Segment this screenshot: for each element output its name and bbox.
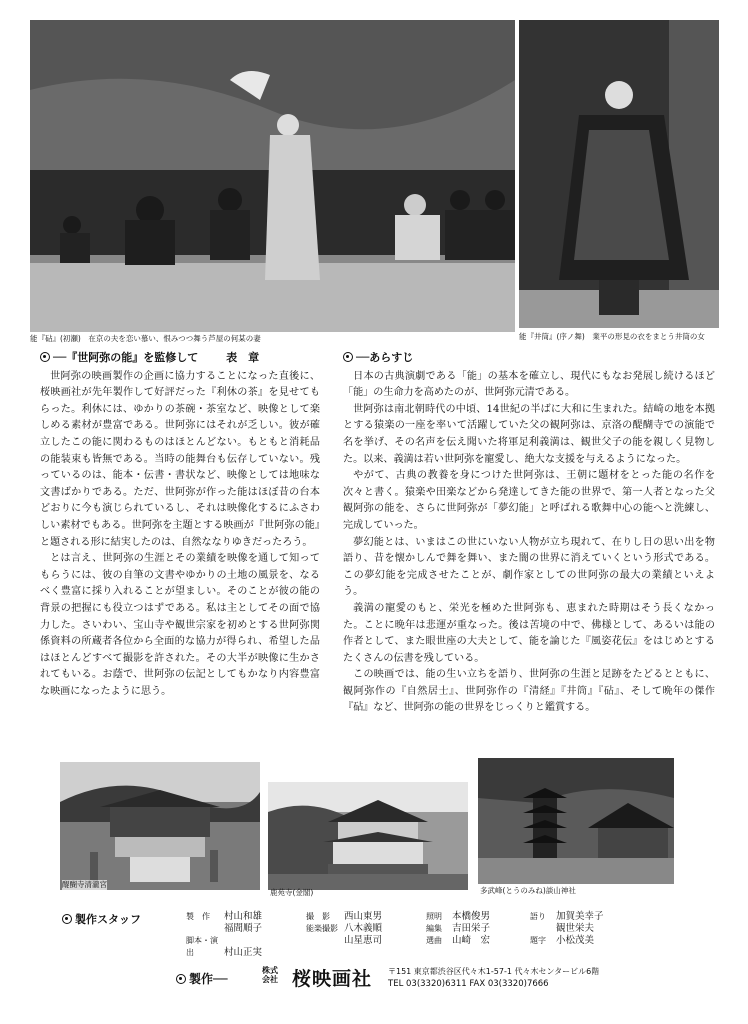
staff-role: 能楽撮影 [306,924,338,933]
daigoji-caption: 醍醐寺清瀧宮 [62,880,107,889]
staff-entry [306,935,416,947]
right-article-heading: ──あらすじ [343,350,715,367]
bullet-icon [176,974,186,984]
staff-role: 題字 [530,936,546,945]
bullet-icon [62,914,72,924]
left-article [40,350,320,700]
staff-entry [186,911,296,923]
right-paragraph: この映画では、能の生い立ちを語り、世阿弥の生涯と足跡をたどるとともに、観阿弥作の『自然居士』、世阿弥作の『清経』『井筒』『砧』、そして晩年の傑作『砧』など、世阿弥の能の世界をじっくりと鑑賞する。 [343,669,715,714]
tonomine-photo [478,758,674,884]
bullet-icon [343,352,353,362]
right-paragraph: やがて、古典の教養を身につけた世阿弥は、王朝に題材をとった能の名作を次々と書く。猿楽や田楽などから発達してきた能の世界で、第一人者となった父観阿弥の能を、さらに世阿弥が「夢幻能」と呼ばれる歌舞中心の能へと洗練し、完成していった。 [343,470,715,531]
company-prefix-bottom: 会社 [262,975,278,984]
right-paragraph: 日本の古典演劇である「能」の基本を確立し、現代にもなお発展し続けるほど「能」の生命力を高めたのが、世阿弥元清である。 [343,370,715,399]
izutsu-image [519,20,719,328]
staff-entry [530,935,650,947]
staff-group-camera [306,911,416,947]
staff-name: 観世栄夫 [556,923,595,934]
staff-role: 編集 [426,924,442,933]
staff-entry [426,911,522,923]
left-paragraph: 世阿弥の映画製作の企画に協力することになった直後に、桜映画社が先年製作して好評だった『利休の茶』を見せてもらった。利休には、ゆかりの茶碗・茶室など、映像として楽しめる素材が豊富である。世阿弥にはそれが乏しい。彼が確立したこの能に関わるものはほとんどない。もともと消耗品の能装束も皆無である。当時の能舞台も伝存していない。残っているのは、能本・伝書・書状など、映像としては地味な文書ばかりである。ただ、世阿弥が作った能はほぼ昔の台本どおりに今も演じられているし、それは映像化するにふさわしい素材でもある。世阿弥を主題とする映画が『世阿弥の能』と題される形に結実したのは、自然ななりゆきだったろう。 [40,370,320,548]
staff-role: 撮 影 [306,912,330,921]
staff-group-narration [530,911,650,947]
company-phone: TEL 03(3320)6311 FAX 03(3320)7666 [388,979,549,989]
staff-name: 村山和雄 [224,911,263,922]
left-paragraph: とは言え、世阿弥の生涯とその業績を映像を通して知ってもらうには、彼の自筆の文書やゆかりの土地の風景を、なるべく豊富に採り入れることが望ましい。そのことが彼の能の背景の把握にも役立つはずである。私は主としてその面で協力した。さいわい、宝山寺や観世宗家を初めとする世阿弥関係資料の所蔵者各位から全面的な協力が得られ、希望した品はほとんどすべて撮影を許された。その大半が映像に生かされてもいる。お蔭で、世阿弥の伝記としてもかなり内容豊富な映画になったように思う。 [40,553,320,697]
staff-name: 小松茂美 [556,935,595,946]
izutsu-photo [519,20,719,328]
main-photo-caption: 能『砧』(初瀬) 在京の夫を恋い慕い、恨みつつ舞う芦屋の何某の妻 [30,334,261,343]
staff-entry [186,935,296,959]
company-name: 桜映画社 [292,968,373,990]
right-paragraph: 夢幻能とは、いまはこの世にいない人物が立ち現れて、在りし日の思い出を物語り、昔を懐かしんで舞を舞い、また闇の世界に消えていくという形式である。この夢幻能を完成させたことが、劇作家としての世阿弥の最大の業績といえよう。 [343,536,715,598]
staff-group-lighting [426,911,522,947]
staff-name: 山星恵司 [344,935,383,946]
staff-name: 八木義順 [344,923,383,934]
staff-role: 脚本・演出 [186,936,218,957]
staff-name: 加賀美幸子 [556,911,604,922]
right-article [343,350,715,717]
noh-stage-photo [30,20,515,332]
staff-title-text: 製作スタッフ [75,913,141,926]
left-heading-title: 『世阿弥の能』を監修して [66,351,199,364]
left-heading-author: 表 章 [226,351,260,364]
noh-stage-image [30,20,515,332]
staff-entry [306,911,416,923]
production-label-text: 製作 [189,972,214,986]
tonomine-image [478,758,674,884]
staff-entry [426,923,522,935]
staff-name: 吉田栄子 [452,923,491,934]
daigoji-photo [60,762,260,890]
staff-title [62,913,141,926]
production-label: 製作── [176,970,227,987]
staff-role: 語り [530,912,546,921]
staff-group-production [186,911,296,959]
staff-name: 西山東男 [344,911,383,922]
kinkakuji-caption: 鹿苑寺(金閣) [270,888,314,897]
staff-name: 山崎 宏 [452,935,491,946]
staff-role: 照明 [426,912,442,921]
staff-name: 本橋俊男 [452,911,491,922]
left-article-heading: ──『世阿弥の能』を監修して 表 章 [40,350,320,367]
staff-entry [530,923,650,935]
right-paragraph: 義満の寵愛のもと、栄光を極めた世阿弥も、恵まれた時期はそう長くなかった。ことに晩年は悲運が重なった。後は苦境の中で、佛様として、あるいは能の作者として、また眼世座の大夫として、能を論じた『風姿花伝』をはじめとするたくさんの伝書を残している。 [343,602,715,664]
right-paragraph: 世阿弥は南北朝時代の中頃、14世紀の半ばに大和に生まれた。結崎の地を本拠とする猿楽の一座を率いて活躍していた父の観阿弥は、京洛の醍醐寺での演能で名を挙げ、その名声を伝え聞いた将軍足利義満は、観世父子の能を親しく見物した。以来、義満は若い世阿弥を寵愛し、絶大な支援を与えるようになった。 [343,403,715,465]
kinkakuji-image [268,782,468,890]
company-prefix-top: 株式 [262,966,278,975]
company-prefix [262,966,278,984]
staff-name: 村山正実 [224,947,263,958]
bullet-icon [40,352,50,362]
company-address: 〒151 東京都渋谷区代々木1-57-1 代々木センタービル6階 [388,967,600,976]
staff-entry [426,935,522,947]
staff-entry [530,911,650,923]
right-photo-caption: 能『井筒』(序ノ舞) 業平の形見の衣をまとう井筒の女 [519,332,705,341]
daigoji-image [60,762,260,890]
staff-name: 福間順子 [224,923,263,934]
right-heading-title: あらすじ [369,351,414,364]
staff-entry [306,923,416,935]
staff-role: 選曲 [426,936,442,945]
staff-entry [186,923,296,935]
staff-role: 製 作 [186,912,210,921]
kinkakuji-photo [268,782,468,890]
tonomine-caption: 多武峰(とうのみね)談山神社 [480,886,576,895]
